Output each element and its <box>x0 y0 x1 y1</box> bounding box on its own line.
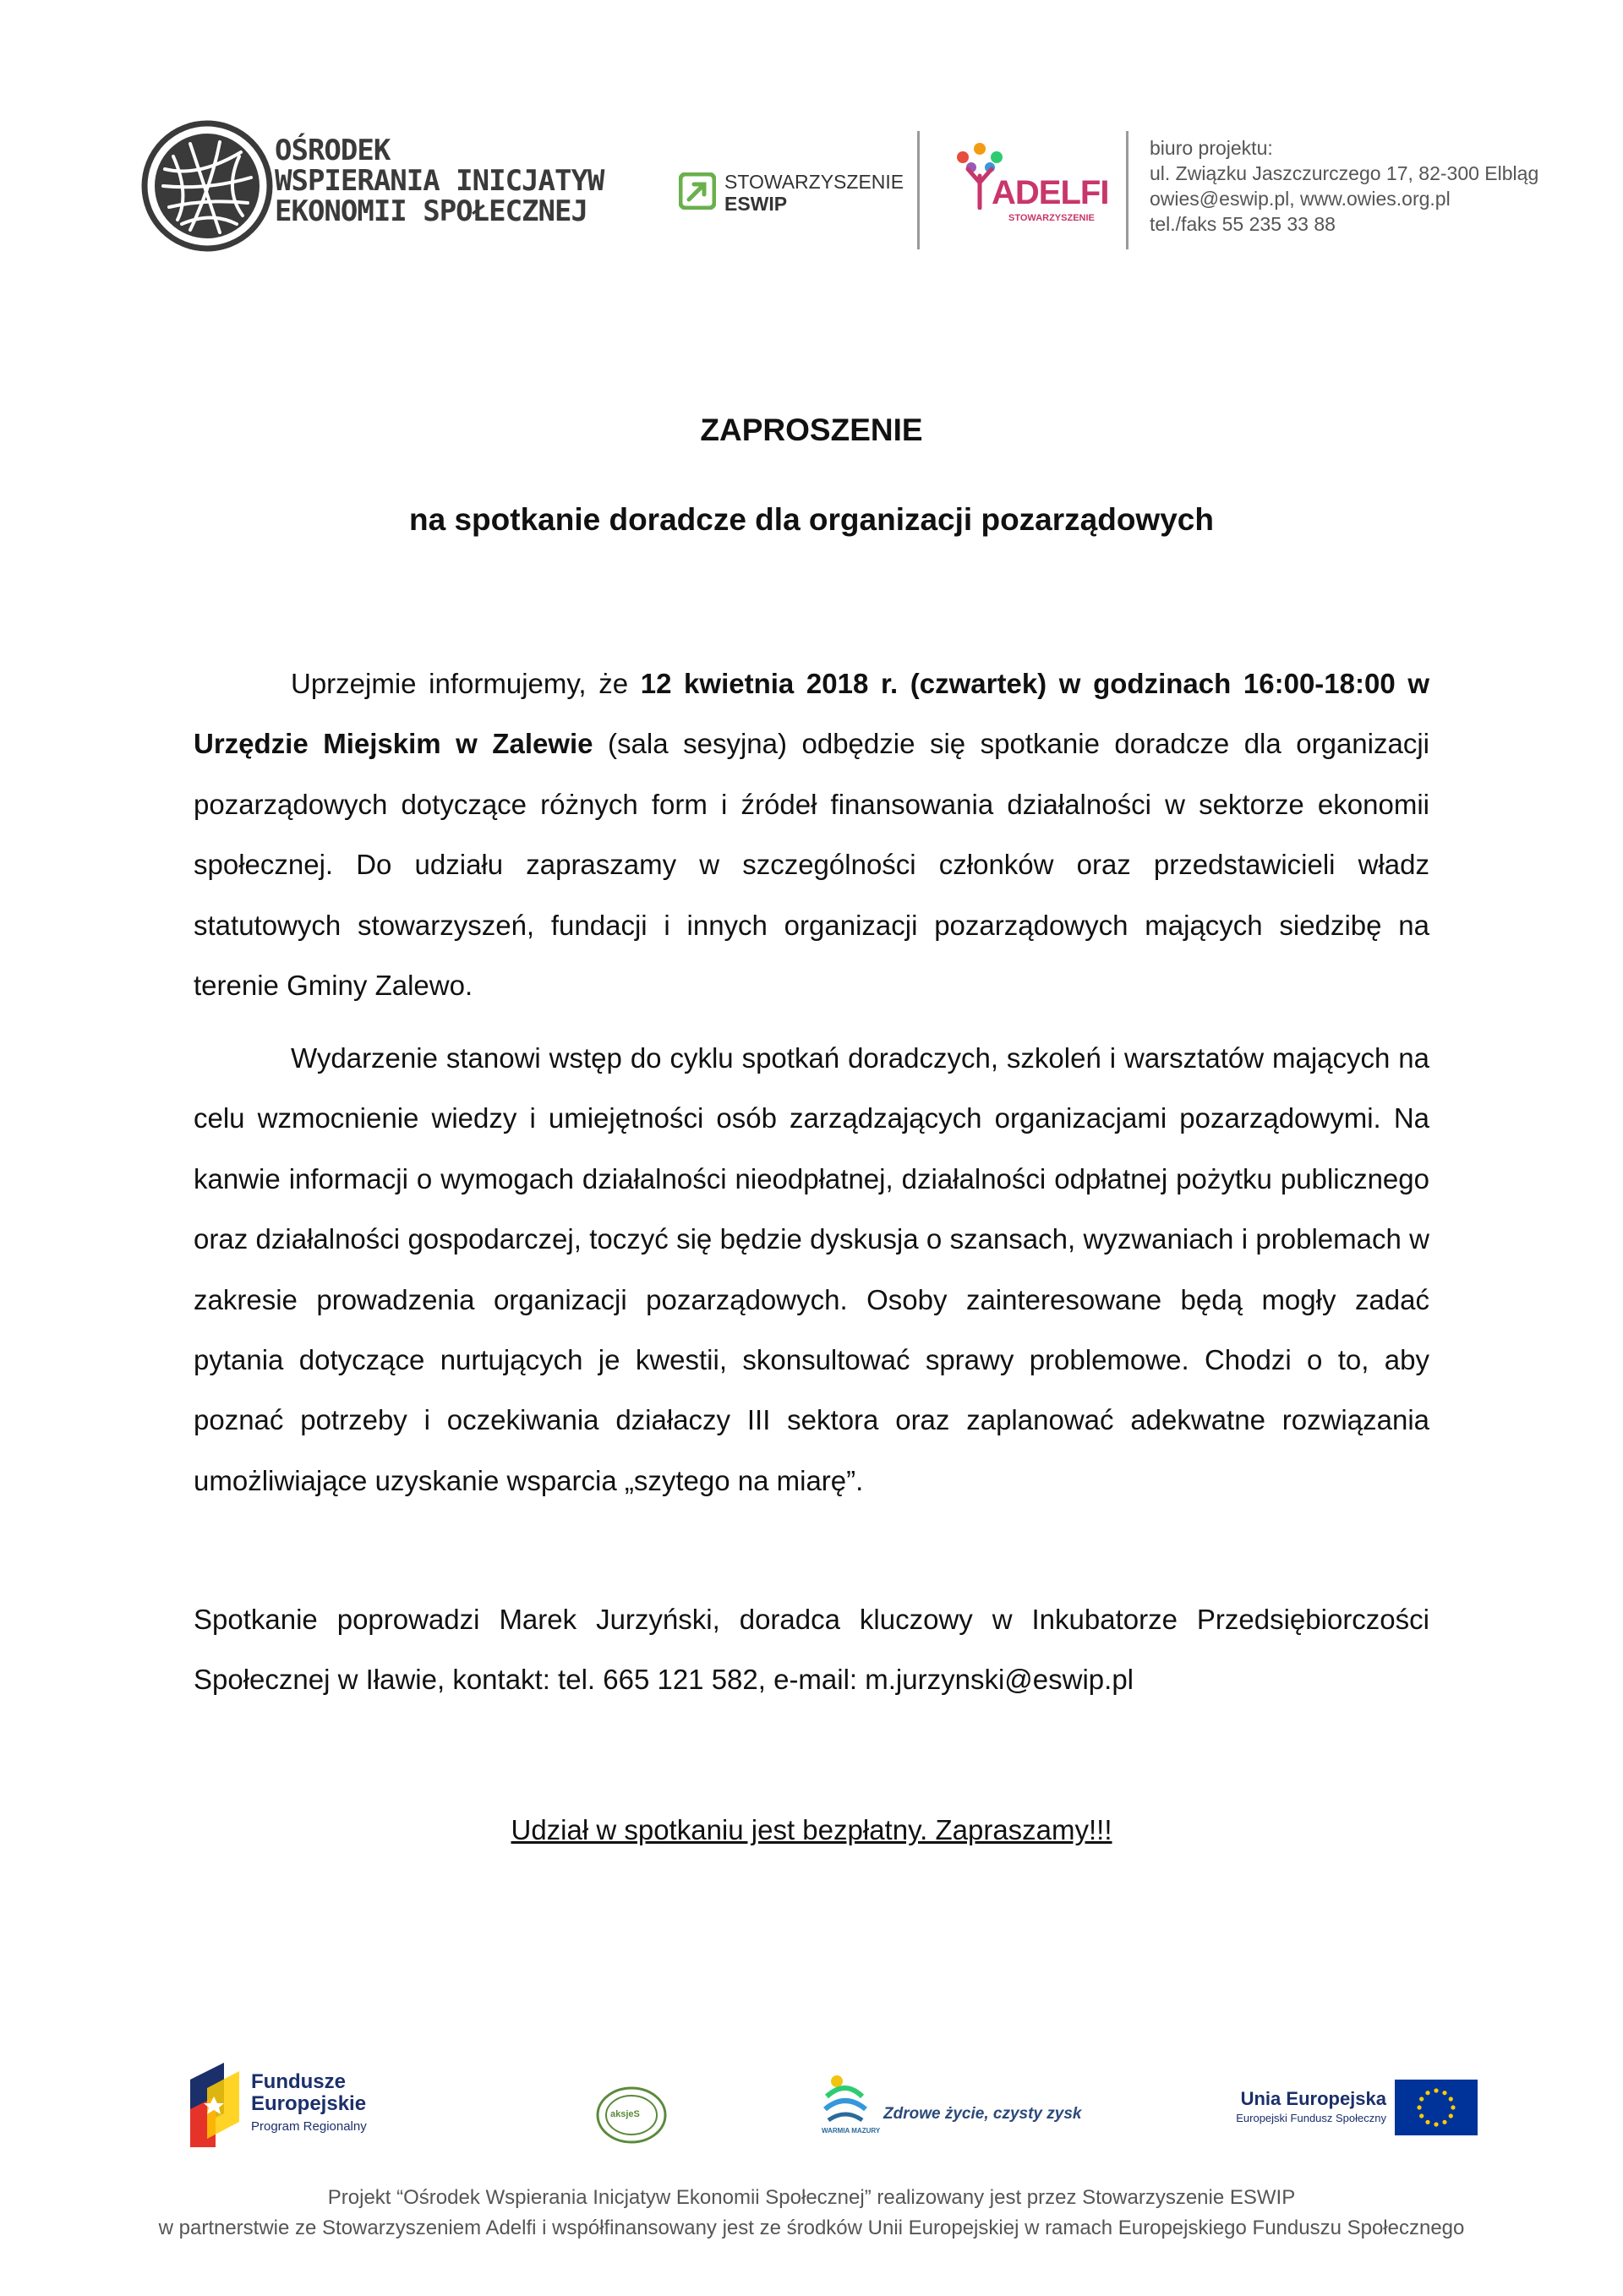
adelfi-sub: STOWARZYSZENIE <box>1008 213 1095 223</box>
eu-logo <box>1200 2080 1479 2147</box>
eswip-logo-line1: STOWARZYSZENIE <box>724 171 904 193</box>
warmia-mazury-slogan: Zdrowe życie, czysty zysk <box>883 2105 1082 2123</box>
footer-note-line1: Projekt “Ośrodek Wspierania Inicjatyw Ekonomii Społecznej” realizowany jest przez Stowarzyszenie ESWIP <box>327 2186 1296 2209</box>
office-label: biuro projektu: <box>1150 137 1273 159</box>
paragraph-invitation-intro: Uprzejmie informujemy, że <box>291 668 641 699</box>
project-footer-note <box>0 2183 1623 2244</box>
letterhead <box>0 0 1623 279</box>
closing-note-text: Udział w spotkaniu jest bezpłatny. Zapraszamy!!! <box>511 1814 1112 1845</box>
document-title: ZAPROSZENIE <box>700 413 923 447</box>
eswip-logo <box>679 169 904 220</box>
document-subtitle: na spotkanie doradcze dla organizacji pozarządowych <box>409 502 1214 537</box>
eu-flag-icon <box>1395 2080 1478 2135</box>
paragraph-invitation-date-place: 12 kwietnia 2018 r. (czwartek) w godzinach 16:00-18:00 w Urzędzie Miejskim w Zalewie <box>194 668 1429 760</box>
warmia-mazury-logo <box>820 2071 1090 2147</box>
aksjes-logo <box>592 2084 672 2147</box>
paragraph-invitation-rest: (sala sesyjna) odbędzie się spotkanie doradcze dla organizacji pozarządowych dotyczące różnych form i źródeł finansowania działalności w sektorze ekonomii społecznej. Do udziału zapraszamy w szczególności członków oraz przedstawicieli władz statutowych stowarzyszeń, fundacji i innych organizacji pozarządowych mających siedzibę na terenie Gminy Zalewo. <box>194 728 1430 1002</box>
owies-emblem-icon <box>139 118 275 254</box>
office-address: ul. Związku Jaszczurczego 17, 82-300 Elbląg <box>1150 162 1539 184</box>
fundusze-europejskie-icon <box>190 2063 239 2147</box>
footer-note-line2: w partnerstwie ze Stowarzyszeniem Adelfi i współfinansowany jest ze środków Unii Europejskiej w ramach Europejskiego Funduszu Społecznego <box>158 2217 1465 2239</box>
office-phone: tel./faks 55 235 33 88 <box>1150 213 1336 235</box>
owies-logo <box>139 118 604 262</box>
owies-logo-text <box>275 135 604 227</box>
adelfi-logo <box>943 142 1112 235</box>
eu-line1: Unia Europejska <box>1240 2088 1386 2109</box>
fundusze-europejskie-logo <box>190 2063 410 2156</box>
fe-line2: Europejskie <box>251 2092 367 2115</box>
eu-logo-text <box>1209 2088 1386 2124</box>
aksjes-text: aksjeS <box>610 2109 640 2119</box>
footer-logos <box>0 2046 1623 2164</box>
eswip-arrow-icon <box>679 172 716 210</box>
adelfi-name: ADELFI <box>992 174 1109 211</box>
paragraph-contact: Spotkanie poprowadzi Marek Jurzyński, doradca kluczowy w Inkubatorze Przedsiębiorczości Społecznej w Iławie, kontakt: tel. 665 121 582, e-mail: m.jurzynski@eswip.pl <box>194 1604 1429 1696</box>
fe-line3: Program Regionalny <box>251 2119 367 2134</box>
owies-logo-line1: OŚRODEK <box>275 134 391 167</box>
warmia-mazury-text: WARMIA MAZURY <box>822 2127 881 2135</box>
closing-note <box>0 1814 1623 1846</box>
eu-line2: Europejski Fundusz Społeczny <box>1236 2112 1386 2124</box>
office-contact: owies@eswip.pl, www.owies.org.pl <box>1150 188 1451 210</box>
header-divider <box>917 131 920 249</box>
project-office-info <box>1150 135 1538 237</box>
fundusze-europejskie-text <box>251 2071 367 2135</box>
owies-logo-line2: WSPIERANIA INICJATYW <box>275 164 604 198</box>
owies-logo-line3: EKONOMII SPOŁECZNEJ <box>275 194 587 228</box>
eswip-logo-text <box>724 171 904 215</box>
paragraph-event-description: Wydarzenie stanowi wstęp do cyklu spotkań doradczych, szkoleń i warsztatów mających na celu wzmocnienie wiedzy i umiejętności osób zarządzających organizacjami pozarządowymi. Na kanwie informacji o wymogach działalności nieodpłatnej, działalności odpłatnej pożytku publicznego oraz działalności gospodarczej, toczyć się będzie dyskusja o szansach, wyzwaniach i problemach w zakresie prowadzenia organizacji pozarządowych. Osoby zainteresowane będą mogły zadać pytania dotyczące nurtujących je kwestii, skonsultować sprawy problemowe. Chodzi o to, aby poznać potrzeby i oczekiwania działaczy III sektora oraz zaplanować adekwatne rozwiązania umożliwiające uzyskanie wsparcia „szytego na miarę”. <box>194 1042 1429 1496</box>
paragraph-invitation <box>194 653 1429 1015</box>
fe-line1: Fundusze <box>251 2070 346 2093</box>
eswip-logo-line2: ESWIP <box>724 193 788 215</box>
header-divider <box>1126 131 1128 249</box>
